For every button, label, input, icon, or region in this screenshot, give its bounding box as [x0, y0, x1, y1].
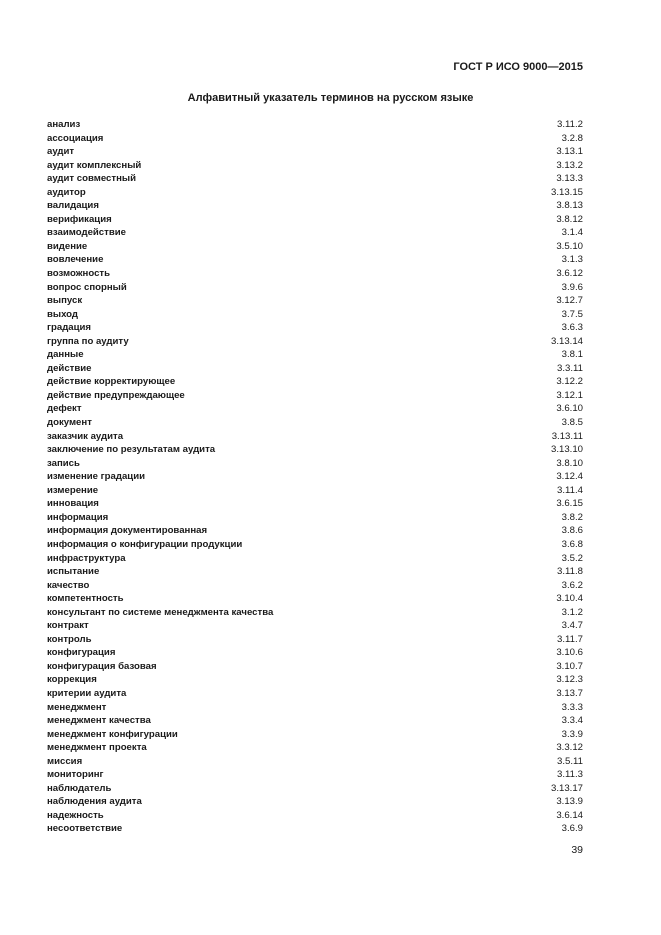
index-entry	[47, 186, 583, 200]
index-term: конфигурация базовая	[47, 660, 157, 672]
index-reference: 3.13.10	[550, 444, 583, 456]
index-reference: 3.13.2	[556, 159, 583, 171]
index-entry	[47, 321, 583, 335]
index-reference: 3.1.4	[561, 227, 583, 239]
index-term: миссия	[47, 755, 83, 767]
index-term: критерии аудита	[47, 687, 127, 699]
index-entry	[47, 389, 583, 403]
index-term: действие корректирующее	[47, 376, 176, 388]
index-entry	[47, 741, 583, 755]
index-entry	[47, 348, 583, 362]
index-term: инновация	[47, 498, 99, 510]
index-term: наблюдатель	[47, 782, 112, 794]
index-entry	[47, 457, 583, 471]
index-reference: 3.13.14	[550, 335, 583, 347]
index-term: надежность	[47, 809, 104, 821]
index-reference: 3.11.4	[557, 484, 583, 496]
index-reference: 3.6.9	[561, 823, 583, 835]
index-term: верификация	[47, 213, 112, 225]
index-term: конфигурация	[47, 647, 116, 659]
index-entry	[47, 660, 583, 674]
index-term: аудитор	[47, 186, 86, 198]
index-entry	[47, 619, 583, 633]
term-index-list	[47, 118, 583, 836]
index-term: вопрос спорный	[47, 281, 127, 293]
index-reference: 3.12.3	[556, 674, 583, 686]
index-entry	[47, 470, 583, 484]
index-entry	[47, 809, 583, 823]
index-entry	[47, 416, 583, 430]
index-entry	[47, 768, 583, 782]
document-header-standard: ГОСТ Р ИСО 9000—2015	[453, 61, 583, 73]
index-reference: 3.8.1	[561, 349, 583, 361]
index-term: данные	[47, 349, 84, 361]
index-term: испытание	[47, 566, 100, 578]
index-reference: 3.11.3	[557, 769, 583, 781]
index-reference: 3.11.8	[557, 566, 583, 578]
index-entry	[47, 795, 583, 809]
index-term: взаимодействие	[47, 227, 126, 239]
index-entry	[47, 253, 583, 267]
index-entry	[47, 118, 583, 132]
index-term: менеджмент качества	[47, 715, 151, 727]
index-term: возможность	[47, 268, 111, 280]
index-reference: 3.6.8	[561, 538, 583, 550]
index-reference: 3.5.10	[556, 240, 583, 252]
index-reference: 3.13.7	[556, 687, 583, 699]
index-entry	[47, 484, 583, 498]
index-reference: 3.12.1	[556, 389, 583, 401]
index-term: выход	[47, 308, 79, 320]
index-entry	[47, 646, 583, 660]
index-entry	[47, 673, 583, 687]
index-reference: 3.13.11	[551, 430, 583, 442]
index-reference: 3.12.4	[556, 471, 583, 483]
index-entry	[47, 145, 583, 159]
index-term: аудит	[47, 146, 75, 158]
index-term: коррекция	[47, 674, 97, 686]
index-term: запись	[47, 457, 80, 469]
index-term: вовлечение	[47, 254, 104, 266]
index-entry	[47, 701, 583, 715]
index-term: наблюдения аудита	[47, 796, 142, 808]
index-entry	[47, 592, 583, 606]
index-term: анализ	[47, 119, 81, 130]
index-reference: 3.10.7	[556, 660, 583, 672]
index-reference: 3.8.6	[561, 525, 583, 537]
index-entry	[47, 755, 583, 769]
index-reference: 3.8.2	[561, 511, 583, 523]
index-term: мониторинг	[47, 769, 104, 781]
index-reference: 3.8.12	[556, 213, 583, 225]
index-entry	[47, 565, 583, 579]
index-term: информация	[47, 511, 109, 523]
index-reference: 3.6.2	[561, 579, 583, 591]
index-term: менеджмент конфигурации	[47, 728, 178, 740]
index-reference: 3.13.1	[556, 146, 583, 158]
index-reference: 3.11.2	[557, 119, 583, 130]
index-reference: 3.13.17	[550, 782, 583, 794]
index-term: аудит комплексный	[47, 159, 142, 171]
index-entry	[47, 132, 583, 146]
index-entry	[47, 159, 583, 173]
index-term: аудит совместный	[47, 173, 136, 185]
index-title: Алфавитный указатель терминов на русском языке	[187, 92, 474, 104]
index-reference: 3.1.3	[561, 254, 583, 266]
index-entry	[47, 579, 583, 593]
index-reference: 3.10.6	[556, 647, 583, 659]
index-term: документ	[47, 417, 92, 429]
index-entry	[47, 538, 583, 552]
index-entry	[47, 497, 583, 511]
index-entry	[47, 402, 583, 416]
index-term: градация	[47, 322, 92, 334]
index-reference: 3.6.14	[556, 809, 583, 821]
index-reference: 3.1.2	[561, 606, 583, 618]
index-term: изменение градации	[47, 471, 145, 483]
index-reference: 3.13.9	[556, 796, 583, 808]
index-entry	[47, 728, 583, 742]
index-entry	[47, 633, 583, 647]
index-reference: 3.2.8	[561, 132, 583, 144]
index-reference: 3.13.15	[550, 186, 583, 198]
index-term: валидация	[47, 200, 99, 212]
index-reference: 3.11.7	[557, 633, 583, 645]
index-term: группа по аудиту	[47, 335, 129, 347]
index-entry	[47, 199, 583, 213]
index-term: контроль	[47, 633, 92, 645]
index-entry	[47, 687, 583, 701]
index-term: дефект	[47, 403, 82, 415]
index-entry	[47, 267, 583, 281]
index-entry	[47, 782, 583, 796]
index-term: менеджмент проекта	[47, 742, 147, 754]
index-reference: 3.3.4	[561, 715, 583, 727]
index-term: информация документированная	[47, 525, 208, 537]
index-term: консультант по системе менеджмента качества	[47, 606, 274, 618]
page-number: 39	[571, 844, 583, 856]
index-reference: 3.3.12	[556, 742, 583, 754]
index-entry	[47, 294, 583, 308]
index-term: действие предупреждающее	[47, 389, 185, 401]
index-reference: 3.3.9	[561, 728, 583, 740]
index-reference: 3.8.5	[561, 417, 583, 429]
index-reference: 3.6.3	[561, 322, 583, 334]
index-entry	[47, 281, 583, 295]
index-term: измерение	[47, 484, 99, 496]
index-term: заключение по результатам аудита	[47, 444, 216, 456]
index-reference: 3.4.7	[561, 620, 583, 632]
index-reference: 3.12.2	[556, 376, 583, 388]
index-entry	[47, 606, 583, 620]
index-reference: 3.8.10	[556, 457, 583, 469]
index-term: выпуск	[47, 295, 83, 307]
index-term: видение	[47, 240, 88, 252]
index-entry	[47, 524, 583, 538]
index-entry	[47, 822, 583, 836]
index-entry	[47, 430, 583, 444]
index-entry	[47, 362, 583, 376]
index-reference: 3.3.11	[557, 362, 583, 374]
index-reference: 3.9.6	[561, 281, 583, 293]
index-term: заказчик аудита	[47, 430, 124, 442]
index-term: ассоциация	[47, 132, 104, 144]
index-term: действие	[47, 362, 92, 374]
index-term: инфраструктура	[47, 552, 126, 564]
index-entry	[47, 552, 583, 566]
index-reference: 3.10.4	[556, 593, 583, 605]
index-entry	[47, 335, 583, 349]
index-term: несоответствие	[47, 823, 123, 835]
index-entry	[47, 226, 583, 240]
index-term: контракт	[47, 620, 89, 632]
index-reference: 3.12.7	[556, 295, 583, 307]
index-reference: 3.8.13	[556, 200, 583, 212]
index-reference: 3.5.11	[557, 755, 583, 767]
index-term: качество	[47, 579, 90, 591]
index-term: информация о конфигурации продукции	[47, 538, 243, 550]
index-reference: 3.6.15	[556, 498, 583, 510]
index-entry	[47, 172, 583, 186]
index-reference: 3.5.2	[561, 552, 583, 564]
index-entry	[47, 308, 583, 322]
index-reference: 3.7.5	[561, 308, 583, 320]
index-term: менеджмент	[47, 701, 107, 713]
index-entry	[47, 714, 583, 728]
index-entry	[47, 240, 583, 254]
index-entry	[47, 375, 583, 389]
index-entry	[47, 213, 583, 227]
index-reference: 3.3.3	[561, 701, 583, 713]
index-reference: 3.6.10	[556, 403, 583, 415]
index-term: компетентность	[47, 593, 124, 605]
index-entry	[47, 511, 583, 525]
index-entry	[47, 443, 583, 457]
index-reference: 3.13.3	[556, 173, 583, 185]
index-reference: 3.6.12	[556, 268, 583, 280]
